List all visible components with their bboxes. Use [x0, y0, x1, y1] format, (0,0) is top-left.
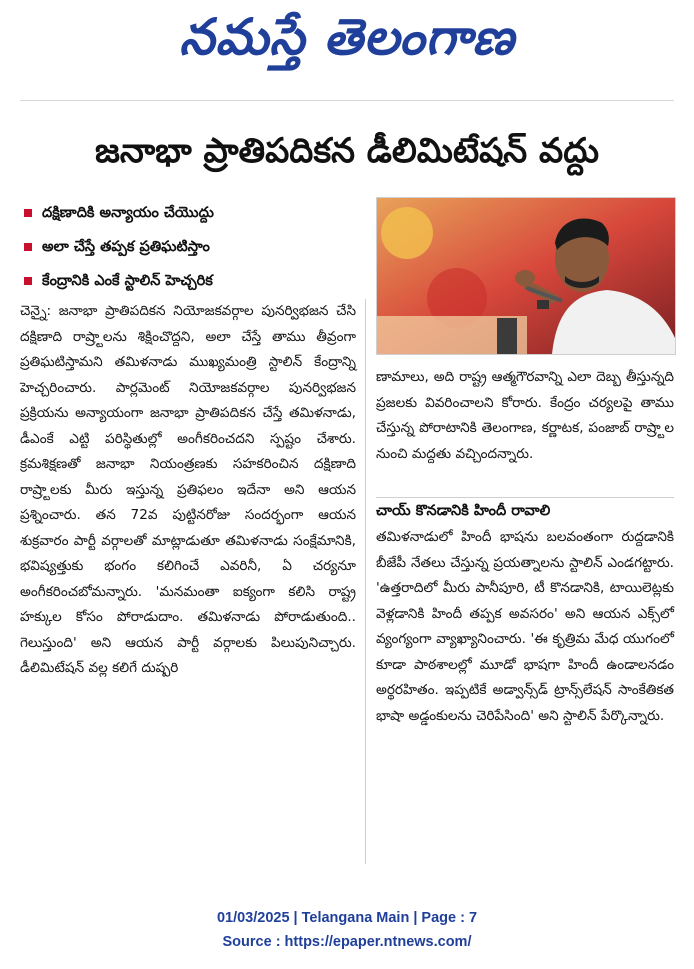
square-bullet-icon [24, 243, 32, 251]
highlight-item [20, 196, 365, 230]
source-link[interactable]: Source : https://epaper.ntnews.com/ [222, 934, 472, 950]
edition-info: 01/03/2025 | Telangana Main | Page : 7 [216, 910, 478, 926]
highlight-text: దక్షిణాదికి అన్యాయం చేయొద్దు [42, 205, 214, 221]
article-body-right-top: ణామాలు, అది రాష్ట్ర ఆత్మగౌరవాన్ని ఎలా దెబ్బ తీస్తున్నది ప్రజలకు వివరించాలని కోరారు. కేంద్రం చర్యలపై తాము చేస్తున్న పోరాటానికి తెలంగాణ, కర్ణాటక, పంజాబ్ రాష్ర్టాల నుంచి మద్దతు వచ్చిందన్నారు. [376, 369, 674, 462]
newspaper-logo: నమస్తే తెలంగాణ [179, 8, 515, 66]
highlight-text: కేంద్రానికి ఎంకే స్టాలిన్ హెచ్చరిక [42, 273, 213, 289]
square-bullet-icon [24, 209, 32, 217]
highlight-item [20, 230, 365, 264]
column-divider [365, 299, 366, 864]
highlight-text: అలా చేస్తే తప్పక ప్రతిఘటిస్తాం [42, 239, 210, 255]
speaker-at-podium-photo [377, 198, 675, 354]
article-body-right-bottom: తమిళనాడులో హిందీ భాషను బలవంతంగా రుద్దడానికి బీజేపీ నేతలు చేస్తున్న ప్రయత్నాలను స్టాలిన్ ఎండగట్టారు. 'ఉత్తరాదిలో మీరు పానీపూరి, టీ కొనడానికి, టాయిలెట్లకు వెళ్లడానికి హిందీ తప్పక అవసరం' అని ఆయన ఎక్స్‌లో వ్యంగ్యంగా వ్యాఖ్యానించారు. 'ఈ కృత్రిమ మేధ యుగంలో కూడా పాఠశాలల్లో మూడో భాషగా హిందీ ఉండాలనడం అర్థరహితం. ఇప్పటికే అడ్వాన్స్‌డ్ ట్రాన్స్‌లేషన్ సాంకేతికత భాషా అడ్డంకులను చెరిపేసింది' అని స్టాలిన్ పేర్కొన్నారు. [376, 529, 674, 724]
highlight-list [20, 196, 365, 298]
page-footer [0, 906, 694, 954]
masthead [0, 0, 694, 92]
photo-divider [376, 497, 674, 498]
article-body-left: చెన్నై: జనాభా ప్రాతిపదికన నియోజకవర్గాల పునర్విభజన చేసి దక్షిణాది రాష్ర్టాలను శిక్షించొద్దని, అలా చేస్తే తాము తీవ్రంగా ప్రతిఘటిస్తామని తమిళనాడు ముఖ్యమంత్రి స్టాలిన్ కేంద్రాన్ని హెచ్చరించారు. పార్లమెంట్ నియోజకవర్గాల పునర్విభజన ప్రక్రియను అన్యాయంగా జనాభా ప్రాతిపదికన చేస్తే తమిళనాడు, డీఎంకే ఎట్టి పరిస్థితుల్లో అంగీకరించదని స్పష్టం చేశారు. క్రమశిక్షణతో జనాభా నియంత్రణకు సహకరించిన దక్షిణాది రాష్ర్టాలకు మీరు ఇస్తున్న ప్రతిఫలం ఇదేనా అని ఆయన ప్రశ్నించారు. తన 72వ పుట్టినరోజు సందర్భంగా ఆయన శుక్రవారం పార్టీ వర్గాలతో మాట్లాడుతూ తమిళనాడు సంక్షేమానికి, భవిష్యత్తుకు భంగం కలిగించే ఎవరినీ, ఏ చర్యనూ అంగీకరించబోమన్నారు. 'మనమంతా ఐక్యంగా కలిసి రాష్ట్ర హక్కుల కోసం పోరాడుదాం. తమిళనాడు పోరాడుతుంది.. గెలుస్తుంది' అని ఆయన పార్టీ వర్గాలకు పిలుపునిచ్చారు. డీలిమిటేషన్ వల్ల కలిగే దుష్పరి [20, 303, 356, 676]
square-bullet-icon [24, 277, 32, 285]
highlight-item [20, 264, 365, 298]
article-headline: జనాభా ప్రాతిపదికన డీలిమిటేషన్ వద్దు [95, 131, 599, 171]
article-subheading: చాయ్ కొనడానికి హిందీ రావాలి [376, 503, 551, 519]
article-clipping [20, 100, 674, 871]
news-photo [376, 197, 676, 355]
